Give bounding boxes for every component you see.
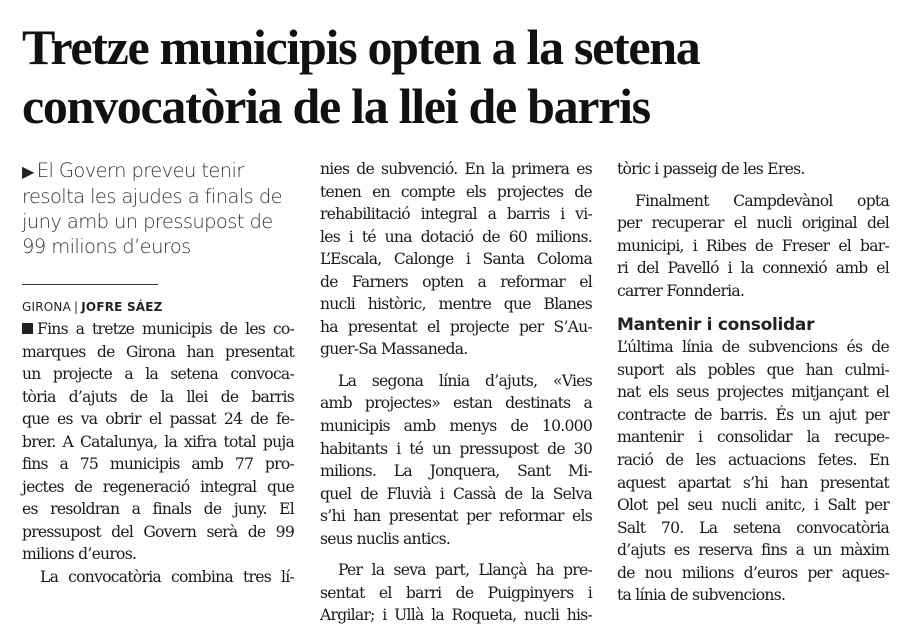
body-line: municipi, i Ribes de Freser el bar- [617, 236, 889, 255]
body-line: milions. La Jonquera, Sant Mi- [320, 462, 592, 481]
body-line: jectes de regeneració integral que [22, 477, 294, 496]
byline [22, 299, 294, 315]
body-line: tòria d’ajuts de la llei de barris [22, 387, 294, 406]
body-line: guer-Sa Massaneda. [320, 340, 468, 359]
body-line: carrer Fonnderia. [617, 281, 745, 300]
body-line: de nou milions d’euros per aques- [617, 563, 889, 582]
body-line: d’ajuts es reserva fins a un màxim [617, 541, 889, 560]
body-line: un projecte a la setena convoca- [22, 365, 294, 384]
deck-line: ▶ El Govern preveu tenir [22, 159, 244, 182]
body-line: nies de subvenció. En la primera es [320, 160, 592, 178]
byline-author: JOFRE SÁEZ [81, 300, 163, 314]
body-line: contracte de barris. És un ajut per [617, 405, 889, 424]
body-line: seus nuclis antics. [320, 529, 451, 548]
triangle-bullet-icon: ▶ [22, 162, 34, 181]
body-line: ta línia de subvencions. [617, 586, 786, 605]
column-1 [22, 158, 294, 589]
body-line: aquest apartat s’hi han presentat [617, 473, 889, 492]
deck-line: resolta les ajudes a finals de [22, 185, 283, 208]
body-line: tòric i passeig de les Eres. [617, 160, 805, 178]
body-line: nucli històric, mentre que Blanes [320, 295, 592, 314]
body-line: pressupost del Govern serà de 99 [22, 522, 294, 541]
deck-line: juny amb un pressupost de [22, 210, 273, 233]
body-line: marques de Girona han presentat [22, 342, 294, 361]
body-line: L’Escala, Calonge i Santa Coloma [320, 250, 592, 269]
divider [22, 284, 158, 285]
body-line: ració de les actuacions fetes. En [617, 451, 889, 470]
body-line: fins a 75 municipis amb 77 pro- [22, 455, 294, 474]
body-line: nat els seus projectes mitjançant el [617, 383, 889, 402]
deck [22, 158, 294, 259]
body-line: ha presentat el projecte per S’Au- [320, 317, 592, 336]
headline [22, 18, 882, 136]
body-line: s’hi han presentat per reformar els [320, 507, 592, 526]
body-line: La segona línia d’ajuts, «Vies [338, 371, 592, 390]
body-line: suport als pobles que han culmi- [617, 360, 889, 379]
headline-line: convocatòria de la llei de barris [22, 78, 650, 134]
deck-line: 99 milions d’euros [22, 235, 191, 258]
body-line: habitants i té un pressupost de 30 [320, 439, 592, 458]
body-line: Argilar; i Ullà la Roqueta, nucli his- [320, 606, 592, 625]
body-line: mantenir i consolidar la recupe- [617, 428, 889, 447]
column-2 [320, 158, 592, 627]
body-line: les i té una dotació de 60 milions. [320, 227, 592, 246]
body-line: es resoldran a finals de juny. El [22, 500, 294, 519]
body-line: milions d’euros. [22, 545, 137, 564]
body-line: brer. A Catalunya, la xifra total puja [22, 432, 294, 451]
body-line: municipis amb menys de 10.000 [320, 417, 592, 436]
square-bullet-icon [22, 323, 33, 334]
body-line: Olot pel seu nucli anitc, i Salt per [617, 496, 889, 515]
body-line: de Farners opten a reformar el [320, 272, 592, 291]
byline-location: GIRONA [22, 300, 72, 314]
body-line: Finalment Campdevànol opta [635, 191, 889, 210]
body-line: Salt 70. La setena convocatòria [617, 518, 889, 537]
body-line: tenen en compte els projectes de [320, 182, 592, 201]
byline-separator: | [74, 300, 79, 314]
column-3 [617, 158, 889, 607]
body-line: Fins a tretze municipis de les co- [22, 318, 294, 341]
body-line: sentat el barri de Puigpinyers i [320, 583, 592, 602]
body-line: amb projectes» estan destinats a [320, 394, 592, 413]
headline-line: Tretze municipis opten a la setena [22, 19, 700, 75]
body-line: ri del Pavelló i la connexió amb el [617, 259, 889, 278]
section-subheading: Mantenir i consolidar [617, 315, 815, 336]
body-line: L’última línia de subvencions és de [617, 338, 889, 357]
body-line: rehabilitació integral a barris i vi- [320, 205, 592, 224]
body-line: que es va obrir el passat 24 de fe- [22, 410, 294, 429]
body-line: La convocatòria combina tres lí- [40, 568, 294, 587]
body-line: quel de Fluvià i Cassà de la Selva [320, 484, 592, 503]
body-line: per recuperar el nucli original del [617, 214, 889, 233]
body-line: Per la seva part, Llançà ha pre- [338, 561, 592, 580]
